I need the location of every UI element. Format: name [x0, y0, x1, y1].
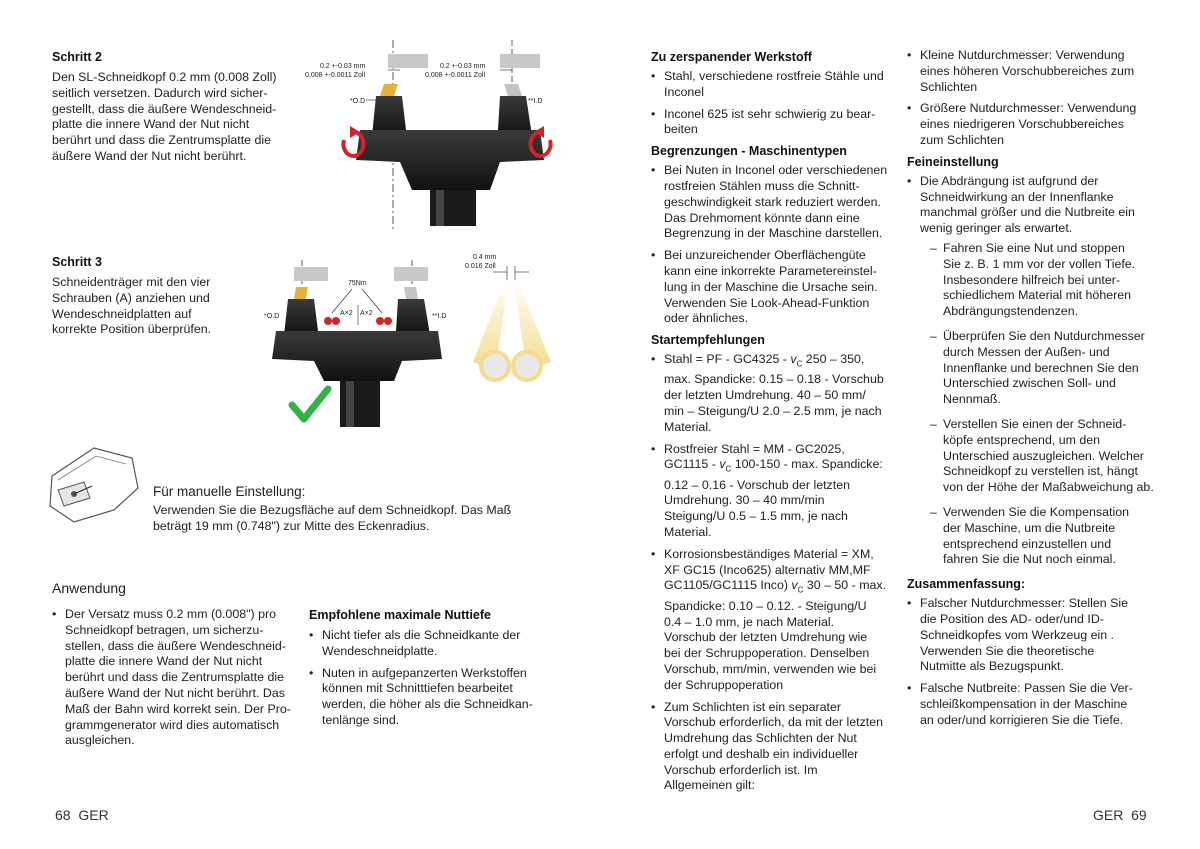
anwendung-heading: Anwendung [52, 580, 126, 596]
list-item: • Korrosionsbeständiges Material = XM, XF GC15 (Inco625) alternativ MM,MF GC1105/GC1115 Inco) $v_C$ 30 – 50 - max. Spandicke: 0.10 – 0.12. - Steigung/U 0.4 – 1.0 mm, je nach Material. Vorschub der letzten Umdrehung wie bei der Schruppoperation. Denselben Vorschub, mm/min, verwenden wie bei der Schruppoperation [651, 547, 896, 694]
manual-heading: Für manuelle Einstellung: [153, 484, 306, 499]
insert-reference-icon [44, 440, 140, 530]
list-item: • Nicht tiefer als die Schneidkante der Wendeschneidplatte. [309, 628, 549, 660]
begrenzungen-list [651, 163, 896, 327]
middle-column [651, 50, 896, 800]
list-item: • Der Versatz muss 0.2 mm (0.008") pro Schneidkopf betragen, um sicherzu- stellen, dass die äußere Wendeschneid- platte die innere Wand der Nut nicht berührt und dass die Zentrumsplatte die äußere Wand der Nut nicht berührt. Das Maß der Bahn wird korrekt sein. Der Pro- grammgenerator wird dies automatisch ausgleichen. [52, 607, 292, 749]
page-footer-right [1093, 807, 1147, 823]
figure-step2-tool [300, 40, 570, 230]
id-label-2: **I.D [432, 313, 447, 320]
list-item: • Stahl = PF - $GC4325 - v_C$ 250 – 350, max. Spandicke: 0.15 – 0.18 - Vorschub der letzten Umdrehung. 40 – 50 mm/ min – Steigung/U 2.0 – 2.5 mm, je nach Material. [651, 352, 896, 435]
werkstoff-heading: Zu zerspanender Werkstoff [651, 50, 812, 64]
page-number: 69 [1131, 807, 1147, 823]
begrenzungen-heading: Begrenzungen - Maschinentypen [651, 144, 847, 159]
screw-right-label: A×2 [360, 310, 373, 317]
manual-text: Verwenden Sie die Bezugsfläche auf dem Schneidkopf. Das Maß beträgt 19 mm (0.748") zur Mitte des Eckenradius. [153, 503, 512, 533]
list-item: – Fahren Sie eine Nut und stoppen Sie z. B. 1 mm vor der vollen Tiefe. Insbesondere hilfreich bei unter- schiedlichem Material mit höheren Abdrängungstendenzen. [920, 241, 1157, 320]
list-item: • Größere Nutdurchmesser: Verwendung eines niedrigeren Vorschubbereiches zum Schlichten [907, 101, 1157, 148]
anwendung-list [52, 607, 292, 755]
right-column [907, 48, 1157, 734]
check-icon [292, 389, 328, 419]
fein-list [907, 174, 1157, 568]
schritt3-text: Schneidenträger mit den vier Schrauben (A) anziehen und Wendeschneidplatten auf korrekte Position überprüfen. [52, 275, 212, 337]
list-item: • Inconel 625 ist sehr schwierig zu bear- beiten [651, 107, 896, 139]
dim-right-1: 0.2 +-0.03 mm [440, 63, 486, 70]
gap-dim-1: 0.4 mm [473, 254, 497, 261]
start-heading: Startempfehlungen [651, 333, 765, 348]
id-label: **I.D [528, 98, 543, 105]
fein-heading: Feineinstellung [907, 154, 999, 169]
list-item: • Kleine Nutdurchmesser: Verwendung eines höheren Vorschubbereiches zum Schlichten [907, 48, 1157, 95]
list-item: • Stahl, verschiedene rostfreie Stähle und Inconel [651, 69, 896, 101]
od-label-2: *O.D [264, 313, 280, 320]
figure-step3-tool [262, 255, 462, 435]
list-item: • Die Abdrängung ist aufgrund der Schneidwirkung an der Innenflanke manchmal größer und die Nutbreite ein wenig geringer als erwartet. – Fahren Sie eine Nut und stoppen Sie z. B. 1 mm vor der vollen Tiefe. Insbesondere hilfreich bei unter- schiedlichem Material mit höheren Abdrängungstendenzen. – Überprüfen Sie den Nutdurchmesser durch Messen der Außen- und Innenflanke und berechnen Sie den Unterschied zwischen Soll- und Nennmaß. – Verstellen Sie einen der Schneid- köpfe entsprechend, um den Unterschied auszugleichen. Welcher Schneidkopf zu verstellen ist, hängt von der Höhe der Maßabweichung ab. – Verwenden Sie die Kompensation der Maschine, um die Nutbreite entsprechend einzustellen und fahren Sie die Nut noch einmal. [907, 174, 1157, 568]
page-number: 68 [55, 807, 71, 823]
list-item: – Verstellen Sie einen der Schneid- köpfe entsprechend, um den Unterschied auszugleichen. Welcher Schneidkopf zu verstellen ist, hängt von der Höhe der Maßabweichung ab. [920, 417, 1157, 496]
screw-left-label: A×2 [340, 310, 353, 317]
zusammen-list [907, 596, 1157, 728]
list-item: • Nuten in aufgepanzerten Werkstoffen können mit Schnitttiefen bearbeitet werden, die höher als die Schneidkan- tenlänge sind. [309, 666, 549, 729]
schritt3-heading: Schritt 3 [52, 255, 103, 269]
dim-left-1: 0.2 +-0.03 mm [320, 63, 366, 70]
list-item: • Rostfreier Stahl = MM - GC2025, $GC1115 - v_C$ 100-150 - max. Spandicke: 0.12 – 0.16 - Vorschub der letzten Umdrehung. 30 – 40 mm/min Steigung/U 0.5 – 1.5 mm, je nach Material. [651, 442, 896, 541]
list-item: – Überprüfen Sie den Nutdurchmesser durch Messen der Außen- und Innenflanke und berechnen Sie den Unterschied zwischen Soll- und Nennmaß. [920, 329, 1157, 408]
start-list [651, 352, 896, 794]
schritt2-text: Den SL-Schneidkopf 0.2 mm (0.008 Zoll) seitlich versetzen. Dadurch wird sicher- gestellt, dass die äußere Wendeschneid- platte die innere Wand der Nut nicht berührt und dass die Zentrumsplatte die äußere Wand der Nut nicht berührt. [52, 70, 277, 163]
werkstoff-list [651, 69, 896, 138]
schritt2-heading: Schritt 2 [52, 50, 103, 64]
zusammen-heading: Zusammenfassung: [907, 577, 1026, 592]
list-item: • Falscher Nutdurchmesser: Stellen Sie die Position des AD- oder/und ID- Schneidkopfes vom Werkzeug ein . Verwenden Sie die theoretische Nutmitte als Bezugspunkt. [907, 596, 1157, 675]
list-item: • Bei unzureichender Oberflächengüte kann eine inkorrekte Parametereinstel- lung in der Maschine die Ursache sein. Verwenden Sie Look-Ahead-Funktion oder ähnliches. [651, 248, 896, 327]
figure-light-gap [465, 250, 565, 400]
gap-dim-2: 0.016 Zoll [465, 263, 496, 270]
fein-steps [920, 241, 1157, 568]
torque-label: 75Nm [348, 280, 367, 287]
nuttiefe-heading: Empfohlene maximale Nuttiefe [309, 608, 491, 622]
list-item: • Zum Schlichten ist ein separater Vorschub erforderlich, da mit der letzten Umdrehung das Schlichten der Nut erfolgt und deshalb ein individueller Vorschub erforderlich ist. Im Allgemeinen gilt: [651, 700, 896, 795]
list-item: • Bei Nuten in Inconel oder verschiedenen rostfreien Stählen muss die Schnitt- geschwindigkeit stark reduziert werden. Das Drehmoment könnte dann eine Begrenzung in der Maschine darstellen. [651, 163, 896, 242]
schlicht-list [907, 48, 1157, 149]
dim-right-2: 0.008 +-0.0011 Zoll [425, 72, 485, 79]
nuttiefe-list [309, 628, 549, 735]
page-lang: GER [78, 807, 109, 823]
page-footer-left [55, 807, 109, 823]
od-label: *O.D [350, 98, 366, 105]
list-item: – Verwenden Sie die Kompensation der Maschine, um die Nutbreite entsprechend einzustellen und fahren Sie die Nut noch einmal. [920, 505, 1157, 568]
dim-left-2: 0.008 +-0.0011 Zoll [305, 72, 365, 79]
list-item: • Falsche Nutbreite: Passen Sie die Ver- schleißkompensation in der Maschine an oder/und korrigieren Sie die Tiefe. [907, 681, 1157, 728]
page-lang: GER [1093, 807, 1124, 823]
